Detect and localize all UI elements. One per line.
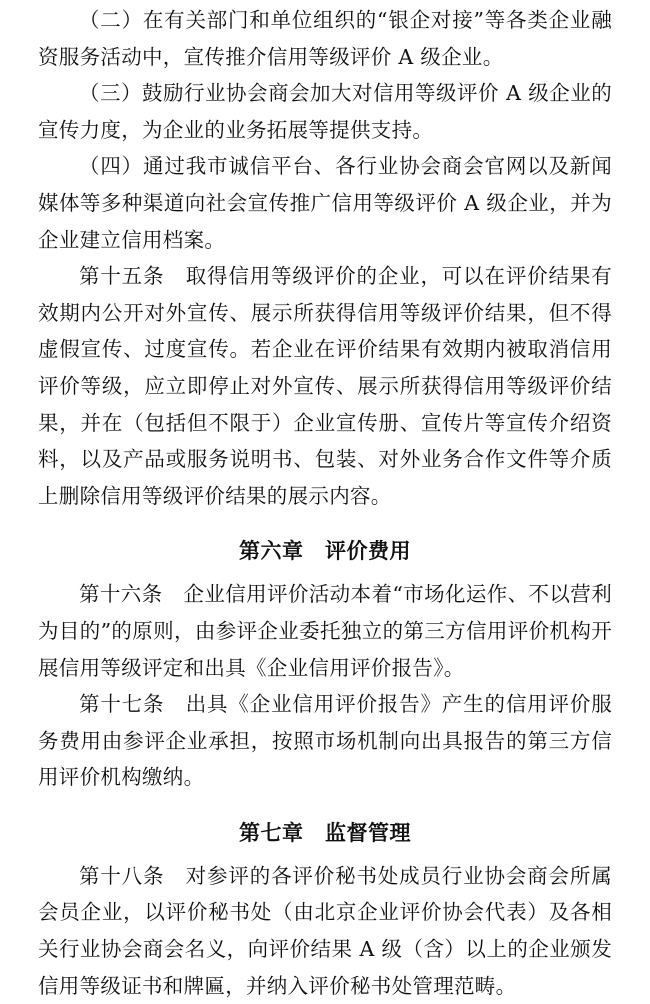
paragraph-item-3: （三）鼓励行业协会商会加大对信用等级评价 A 级企业的宣传力度，为企业的业务拓展等提供支持。 xyxy=(38,81,612,142)
article-18: 第十八条 对参评的各评价秘书处成员行业协会商会所属会员企业，以评价秘书处（由北京企业评价协会代表）及各相关行业协会商会名义，向评价结果 A 级（含）以上的企业颁发信用等级证书和牌匾，并纳入评价秘书处管理范畴。 xyxy=(38,863,612,998)
paragraph-item-2: （二）在有关部门和单位组织的“银企对接”等各类企业融资服务活动中，宣传推介信用等级评价 A 级企业。 xyxy=(38,8,612,69)
article-15: 第十五条 取得信用等级评价的企业，可以在评价结果有效期内公开对外宣传、展示所获得信用等级评价结果，但不得虚假宣传、过度宣传。若企业在评价结果有效期内被取消信用评价等级，应立即停止对外宣传、展示所获得信用等级评价结果，并在（包括但不限于）企业宣传册、宣传片等宣传介绍资料，以及产品或服务说明书、包装、对外业务合作文件等介质上删除信用等级评价结果的展示内容。 xyxy=(38,264,612,508)
chapter-6-title: 第六章 评价费用 xyxy=(239,539,411,564)
paragraph-item-4: （四）通过我市诚信平台、各行业协会商会官网以及新闻媒体等多种渠道向社会宣传推广信用等级评价 A 级企业，并为企业建立信用档案。 xyxy=(38,154,612,252)
article-16: 第十六条 企业信用评价活动本着“市场化运作、不以营利为目的”的原则，由参评企业委托独立的第三方信用评价机构开展信用等级评定和出具《企业信用评价报告》。 xyxy=(38,582,612,680)
document-page xyxy=(38,2,612,1004)
chapter-7-title: 第七章 监督管理 xyxy=(239,820,411,845)
article-17: 第十七条 出具《企业信用评价报告》产生的信用评价服务费用由参评企业承担，按照市场机制向出具报告的第三方信用评价机构缴纳。 xyxy=(38,692,612,790)
